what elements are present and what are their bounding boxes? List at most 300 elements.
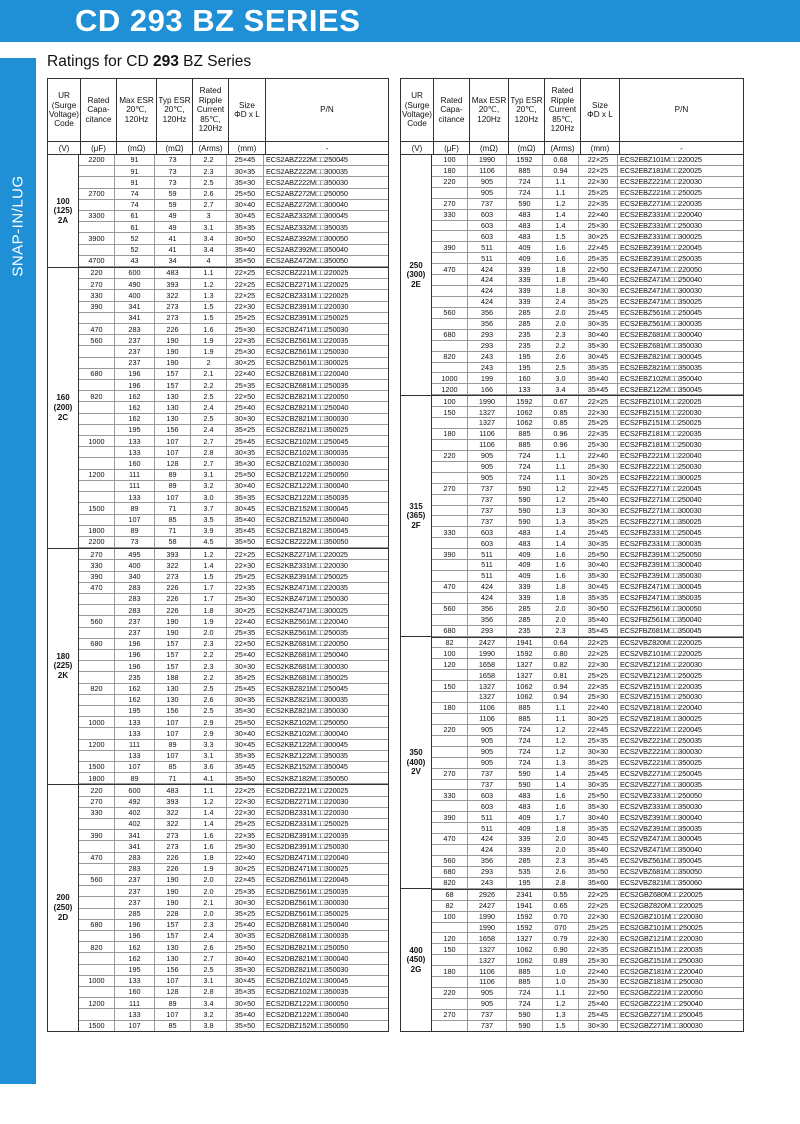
capacitance-cell: 820 <box>79 684 115 694</box>
max-esr-cell: 283 <box>115 605 155 615</box>
max-esr-cell: 495 <box>115 549 155 559</box>
part-number-cell: ECS2CBZ271M□□220025 <box>266 279 349 289</box>
size-cell: 25×30 <box>579 692 618 702</box>
part-number-cell: ECS2DBZ561M□□350025 <box>266 909 349 919</box>
part-number-cell: ECS2KBZ681M□□300030 <box>266 661 348 671</box>
ripple-current-cell: 1.1 <box>543 473 579 483</box>
table-row <box>432 923 743 934</box>
table-row <box>432 823 743 834</box>
ripple-current-cell: 1.6 <box>543 242 579 252</box>
ripple-current-cell: 2.0 <box>543 604 579 614</box>
max-esr-cell: 737 <box>468 495 507 505</box>
table-row <box>79 819 388 830</box>
ripple-current-cell: 1.8 <box>191 605 227 615</box>
capacitance-cell: 1200 <box>432 384 468 394</box>
typ-esr-cell: 59 <box>155 189 191 199</box>
capacitance-cell: 150 <box>432 944 468 954</box>
table-row <box>432 988 743 999</box>
table-row <box>432 834 743 845</box>
capacitance-cell: 1200 <box>79 998 115 1008</box>
table-row <box>79 987 388 998</box>
typ-esr-cell: 190 <box>155 358 191 368</box>
ripple-current-cell: 3.9 <box>191 526 227 536</box>
typ-esr-cell: 188 <box>155 672 191 682</box>
capacitance-cell: 560 <box>79 875 115 885</box>
capacitance-cell <box>432 1021 468 1031</box>
column-header: Typ ESR 20℃, 120Hz <box>509 79 545 141</box>
typ-esr-cell: 724 <box>507 188 543 198</box>
part-number-cell: ECS2DBZ821M□□250050 <box>266 942 349 952</box>
capacitance-cell <box>79 650 115 660</box>
ripple-current-cell: 1.0 <box>543 966 579 976</box>
typ-esr-cell: 157 <box>155 931 191 941</box>
table-row <box>79 628 388 639</box>
max-esr-cell: 162 <box>115 953 155 963</box>
size-cell: 22×35 <box>579 199 618 209</box>
part-number-cell: ECS2CBZ102M□□250045 <box>266 436 349 446</box>
size-cell: 30×30 <box>579 747 618 757</box>
size-cell: 22×40 <box>579 966 618 976</box>
max-esr-cell: 196 <box>115 369 155 379</box>
size-cell: 30×35 <box>227 166 264 176</box>
table-row <box>79 211 388 222</box>
max-esr-cell: 490 <box>115 279 155 289</box>
size-cell: 25×40 <box>227 402 264 412</box>
typ-esr-cell: 157 <box>155 920 191 930</box>
table-row <box>432 308 743 319</box>
column-header: P/N <box>674 105 689 115</box>
table-row <box>79 853 388 864</box>
capacitance-cell: 680 <box>79 639 115 649</box>
typ-esr-cell: 590 <box>507 1021 543 1031</box>
part-number-cell: ECS2FBZ471M□□300045 <box>620 582 702 592</box>
max-esr-cell: 603 <box>468 801 507 811</box>
size-cell: 35×45 <box>579 856 618 866</box>
max-esr-cell: 511 <box>468 812 507 822</box>
max-esr-cell: 905 <box>468 999 507 1009</box>
table-row <box>79 875 388 886</box>
capacitance-cell <box>432 999 468 1009</box>
capacitance-cell: 220 <box>79 268 115 278</box>
ripple-current-cell: 2.2 <box>191 672 227 682</box>
part-number-cell: ECS2GBZ121M□□220030 <box>620 933 703 943</box>
part-number-cell: ECS2VBZ221M□□300030 <box>620 747 702 757</box>
typ-esr-cell: 2341 <box>507 890 543 900</box>
size-cell: 35×40 <box>579 615 618 625</box>
part-number-cell: ECS2VBZ391M□□300040 <box>620 812 702 822</box>
table-row <box>79 233 388 244</box>
units-row <box>47 141 389 155</box>
size-cell: 35×40 <box>227 515 264 525</box>
part-number-cell: ECS2VBZ181M□□300025 <box>620 714 702 724</box>
unit-cell: - <box>680 143 683 153</box>
max-esr-cell: 61 <box>115 222 155 232</box>
ripple-current-cell: 2.3 <box>543 626 579 636</box>
max-esr-cell: 905 <box>468 188 507 198</box>
table-row <box>79 245 388 256</box>
part-number-cell: ECS2VBZ121M□□220030 <box>620 659 702 669</box>
typ-esr-cell: 157 <box>155 650 191 660</box>
capacitance-cell: 560 <box>432 856 468 866</box>
max-esr-cell: 160 <box>115 458 155 468</box>
max-esr-cell: 341 <box>115 841 155 851</box>
voltage-group-label: 180 (225) 2K <box>48 549 78 785</box>
size-cell: 25×45 <box>579 527 618 537</box>
max-esr-cell: 293 <box>468 330 507 340</box>
part-number-cell: ECS2FBZ391M□□250050 <box>620 549 702 559</box>
subtitle-prefix: Ratings for CD <box>47 53 153 70</box>
table-row <box>79 706 388 717</box>
ripple-current-cell: 2.5 <box>191 684 227 694</box>
size-cell: 22×30 <box>579 407 618 417</box>
capacitance-cell <box>432 823 468 833</box>
max-esr-cell: 340 <box>115 572 155 582</box>
ripple-current-cell: 2.7 <box>191 200 227 210</box>
typ-esr-cell: 58 <box>155 537 191 547</box>
table-row <box>432 692 743 703</box>
typ-esr-cell: 107 <box>155 976 191 986</box>
size-cell: 22×40 <box>579 451 618 461</box>
unit-cell: (μF) <box>434 142 470 154</box>
part-number-cell: ECS2CBZ821M□□220050 <box>266 391 349 401</box>
ripple-current-cell: 2.0 <box>543 319 579 329</box>
page-subtitle <box>47 53 251 71</box>
size-cell: 25×40 <box>227 920 264 930</box>
size-cell: 22×25 <box>227 268 264 278</box>
table-row <box>432 747 743 758</box>
max-esr-cell: 237 <box>115 897 155 907</box>
capacitance-cell: 680 <box>432 626 468 636</box>
part-number-cell: ECS2EBZ391M□□250035 <box>620 253 702 263</box>
table-row <box>432 966 743 977</box>
table-row <box>432 506 743 517</box>
capacitance-cell: 390 <box>79 572 115 582</box>
max-esr-cell: 1327 <box>468 418 507 428</box>
part-number-cell: ECS2FBZ181M□□220035 <box>620 429 702 439</box>
capacitance-cell <box>432 593 468 603</box>
max-esr-cell: 424 <box>468 297 507 307</box>
size-cell: 22×45 <box>579 725 618 735</box>
table-row <box>79 414 388 425</box>
capacitance-cell <box>79 897 115 907</box>
capacitance-cell: 120 <box>432 659 468 669</box>
table-row <box>432 758 743 769</box>
ripple-current-cell: 2.7 <box>191 953 227 963</box>
part-number-cell: ECS2ABZ472M□□350050 <box>266 256 348 266</box>
typ-esr-cell: 724 <box>507 736 543 746</box>
table-row <box>432 341 743 352</box>
table-row <box>432 593 743 604</box>
part-number-cell: ECS2EBZ561M□□300035 <box>620 319 702 329</box>
typ-esr-cell: 89 <box>155 998 191 1008</box>
typ-esr-cell: 339 <box>507 582 543 592</box>
max-esr-cell: 283 <box>115 594 155 604</box>
ripple-current-cell: 2.5 <box>191 391 227 401</box>
size-cell: 22×25 <box>579 890 618 900</box>
max-esr-cell: 492 <box>115 797 155 807</box>
typ-esr-cell: 226 <box>155 605 191 615</box>
size-cell: 22×35 <box>579 944 618 954</box>
ripple-current-cell: 1.4 <box>191 819 227 829</box>
part-number-cell: ECS2VBZ151M□□220035 <box>620 681 702 691</box>
ripple-current-cell: 1.5 <box>191 302 227 312</box>
capacitance-cell <box>432 516 468 526</box>
capacitance-cell: 820 <box>432 352 468 362</box>
capacitance-cell: 470 <box>79 583 115 593</box>
typ-esr-cell: 724 <box>507 473 543 483</box>
table-row <box>432 944 743 955</box>
typ-esr-cell: 724 <box>507 177 543 187</box>
typ-esr-cell: 71 <box>155 526 191 536</box>
part-number-cell: ECS2VBZ561M□□350045 <box>620 856 702 866</box>
capacitance-cell <box>432 462 468 472</box>
table-row <box>432 352 743 363</box>
size-cell: 22×50 <box>579 988 618 998</box>
capacitance-cell <box>432 692 468 702</box>
size-cell: 22×35 <box>227 830 264 840</box>
ripple-current-cell: 1.4 <box>543 780 579 790</box>
ripple-current-cell: 2.5 <box>191 706 227 716</box>
max-esr-cell: 1106 <box>468 429 507 439</box>
typ-esr-cell: 130 <box>155 402 191 412</box>
ripple-current-cell: 1.4 <box>191 560 227 570</box>
table-row <box>79 369 388 380</box>
max-esr-cell: 905 <box>468 473 507 483</box>
typ-esr-cell: 41 <box>155 245 191 255</box>
max-esr-cell: 603 <box>468 231 507 241</box>
capacitance-cell <box>432 571 468 581</box>
table-row <box>79 841 388 852</box>
typ-esr-cell: 724 <box>507 451 543 461</box>
capacitance-cell: 820 <box>79 942 115 952</box>
capacitance-cell: 680 <box>79 369 115 379</box>
typ-esr-cell: 190 <box>155 628 191 638</box>
part-number-cell: ECS2FBZ101M□□220025 <box>620 396 702 406</box>
unit-cell: (mm) <box>581 142 620 154</box>
table-row <box>79 503 388 514</box>
size-cell: 25×40 <box>227 650 264 660</box>
part-number-cell: ECS2DBZ681M□□250040 <box>266 920 349 930</box>
capacitance-cell: 560 <box>432 308 468 318</box>
size-cell: 35×50 <box>227 1021 264 1031</box>
size-cell: 30×40 <box>227 728 264 738</box>
size-cell: 35×40 <box>579 845 618 855</box>
capacitance-cell: 680 <box>432 330 468 340</box>
table-row <box>432 812 743 823</box>
table-row <box>79 290 388 301</box>
capacitance-cell <box>432 923 468 933</box>
size-cell: 35×35 <box>227 492 264 502</box>
part-number-cell: ECS2ABZ332M□□300045 <box>266 211 348 221</box>
ripple-current-cell: 2.0 <box>191 909 227 919</box>
part-number-cell: ECS2ABZ272M□□250050 <box>266 189 348 199</box>
part-number-cell: ECS2DBZ561M□□220045 <box>266 875 349 885</box>
max-esr-cell: 133 <box>115 751 155 761</box>
part-number-cell: ECS2DBZ561M□□300030 <box>266 897 349 907</box>
capacitance-cell <box>79 728 115 738</box>
capacitance-cell: 1000 <box>79 717 115 727</box>
part-number-cell: ECS2VBZ181M□□220040 <box>620 703 702 713</box>
part-number-cell: ECS2VBZ221M□□220045 <box>620 725 702 735</box>
ripple-current-cell: 0.94 <box>543 166 579 176</box>
max-esr-cell: 402 <box>115 819 155 829</box>
part-number-cell: ECS2GBZ101M□□250025 <box>620 922 703 932</box>
table-row <box>79 740 388 751</box>
size-cell: 25×50 <box>227 717 264 727</box>
part-number-cell: ECS2EBZ122M□□350045 <box>620 384 702 394</box>
part-number-cell: ECS2ABZ332M□□350035 <box>266 222 348 232</box>
table-row <box>432 221 743 232</box>
typ-esr-cell: 1062 <box>507 407 543 417</box>
capacitance-cell: 1000 <box>79 976 115 986</box>
capacitance-cell <box>79 594 115 604</box>
capacitance-cell <box>79 1009 115 1019</box>
typ-esr-cell: 483 <box>507 801 543 811</box>
part-number-cell: ECS2CBZ221M□□220025 <box>266 268 349 278</box>
size-cell: 30×50 <box>227 233 264 243</box>
ripple-current-cell: 2.1 <box>191 369 227 379</box>
table-row <box>432 615 743 626</box>
part-number-cell: ECS2CBZ152M□□350040 <box>266 514 349 524</box>
ripple-current-cell: 1.8 <box>543 823 579 833</box>
size-cell: 22×45 <box>579 242 618 252</box>
table-row <box>79 458 388 469</box>
part-number-cell: ECS2EBZ181M□□220025 <box>620 166 702 176</box>
size-cell: 30×45 <box>227 740 264 750</box>
size-cell: 22×25 <box>227 549 264 559</box>
typ-esr-cell: 195 <box>507 878 543 888</box>
capacitance-cell <box>79 380 115 390</box>
max-esr-cell: 89 <box>115 773 155 783</box>
max-esr-cell: 1990 <box>468 923 507 933</box>
size-cell: 35×30 <box>227 177 264 187</box>
part-number-cell: ECS2EBZ221M□□220030 <box>620 177 702 187</box>
table-row <box>432 429 743 440</box>
capacitance-cell <box>432 253 468 263</box>
table-row <box>79 751 388 762</box>
part-number-cell: ECS2VBZ101M□□220025 <box>620 648 702 658</box>
capacitance-cell <box>79 166 115 176</box>
size-cell: 30×35 <box>227 931 264 941</box>
typ-esr-cell: 1941 <box>507 638 543 648</box>
typ-esr-cell: 190 <box>155 875 191 885</box>
capacitance-cell <box>432 747 468 757</box>
capacitance-cell <box>79 346 115 356</box>
max-esr-cell: 107 <box>115 1021 155 1031</box>
max-esr-cell: 400 <box>115 290 155 300</box>
ripple-current-cell: 3.1 <box>191 222 227 232</box>
capacitance-cell <box>79 987 115 997</box>
max-esr-cell: 162 <box>115 402 155 412</box>
size-cell: 30×30 <box>227 661 264 671</box>
part-number-cell: ECS2CBZ331M□□220025 <box>266 290 349 300</box>
size-cell: 22×25 <box>227 279 264 289</box>
size-cell: 30×30 <box>579 1021 618 1031</box>
capacitance-cell <box>432 473 468 483</box>
typ-esr-cell: 226 <box>155 594 191 604</box>
part-number-cell: ECS2DBZ102M□□350035 <box>266 987 349 997</box>
typ-esr-cell: 1062 <box>507 692 543 702</box>
typ-esr-cell: 322 <box>155 808 191 818</box>
max-esr-cell: 237 <box>115 886 155 896</box>
max-esr-cell: 111 <box>115 481 155 491</box>
typ-esr-cell: 195 <box>507 352 543 362</box>
max-esr-cell: 1327 <box>468 692 507 702</box>
part-number-cell: ECS2GBZ181M□□220040 <box>620 966 703 976</box>
table-row <box>79 942 388 953</box>
typ-esr-cell: 590 <box>507 506 543 516</box>
part-number-cell: ECS2KBZ821M□□250045 <box>266 684 348 693</box>
table-row <box>79 717 388 728</box>
max-esr-cell: 600 <box>115 785 155 795</box>
size-cell: 25×40 <box>579 999 618 1009</box>
table-row <box>432 780 743 791</box>
ripple-current-cell: 1.1 <box>543 703 579 713</box>
typ-esr-cell: 483 <box>507 527 543 537</box>
table-row <box>432 648 743 659</box>
size-cell: 22×25 <box>579 648 618 658</box>
part-number-cell: ECS2EBZ471M□□300030 <box>620 286 702 296</box>
size-cell: 22×45 <box>579 484 618 494</box>
typ-esr-cell: 190 <box>155 346 191 356</box>
table-row <box>432 462 743 473</box>
capacitance-cell: 1200 <box>79 470 115 480</box>
capacitance-cell: 330 <box>79 290 115 300</box>
typ-esr-cell: 226 <box>155 864 191 874</box>
size-cell: 25×45 <box>579 308 618 318</box>
ripple-current-cell: 2 <box>191 358 227 368</box>
table-row <box>432 319 743 330</box>
ripple-current-cell: 1.1 <box>191 785 227 795</box>
ripple-current-cell: 1.3 <box>191 290 227 300</box>
ripple-current-cell: 1.4 <box>543 769 579 779</box>
ripple-current-cell: 1.2 <box>543 495 579 505</box>
part-number-cell: ECS2KBZ152M□□350045 <box>266 762 348 772</box>
table-row <box>79 560 388 571</box>
part-number-cell: ECS2CBZ561M□□300025 <box>266 358 349 368</box>
table-row <box>432 516 743 527</box>
typ-esr-cell: 483 <box>155 268 191 278</box>
part-number-cell: ECS2FBZ331M□□250045 <box>620 527 702 537</box>
max-esr-cell: 603 <box>468 527 507 537</box>
size-cell: 30×30 <box>227 414 264 424</box>
table-row <box>432 418 743 429</box>
capacitance-cell: 180 <box>432 166 468 176</box>
max-esr-cell: 237 <box>115 358 155 368</box>
part-number-cell: ECS2DBZ221M□□220025 <box>266 785 349 795</box>
voltage-column <box>401 155 432 1031</box>
ripple-current-cell: 2.4 <box>543 297 579 307</box>
capacitance-cell <box>432 440 468 450</box>
table-row <box>79 447 388 458</box>
typ-esr-cell: 339 <box>507 834 543 844</box>
size-cell: 25×25 <box>579 418 618 428</box>
typ-esr-cell: 590 <box>507 199 543 209</box>
part-number-cell: ECS2GBZ820M□□220025 <box>620 901 703 910</box>
part-number-cell: ECS2ABZ222M□□350030 <box>266 177 348 187</box>
capacitance-cell <box>79 425 115 435</box>
part-number-cell: ECS2VBZ821M□□350060 <box>620 878 702 888</box>
size-cell: 25×45 <box>579 769 618 779</box>
ripple-current-cell: 0.70 <box>543 912 579 922</box>
ripple-current-cell: 3.4 <box>191 233 227 243</box>
size-cell: 35×35 <box>579 823 618 833</box>
part-number-cell: ECS2VBZ221M□□250035 <box>620 736 702 746</box>
capacitance-cell <box>79 458 115 468</box>
size-cell: 25×25 <box>227 313 264 323</box>
ripple-current-cell: 2.2 <box>191 650 227 660</box>
max-esr-cell: 737 <box>468 199 507 209</box>
